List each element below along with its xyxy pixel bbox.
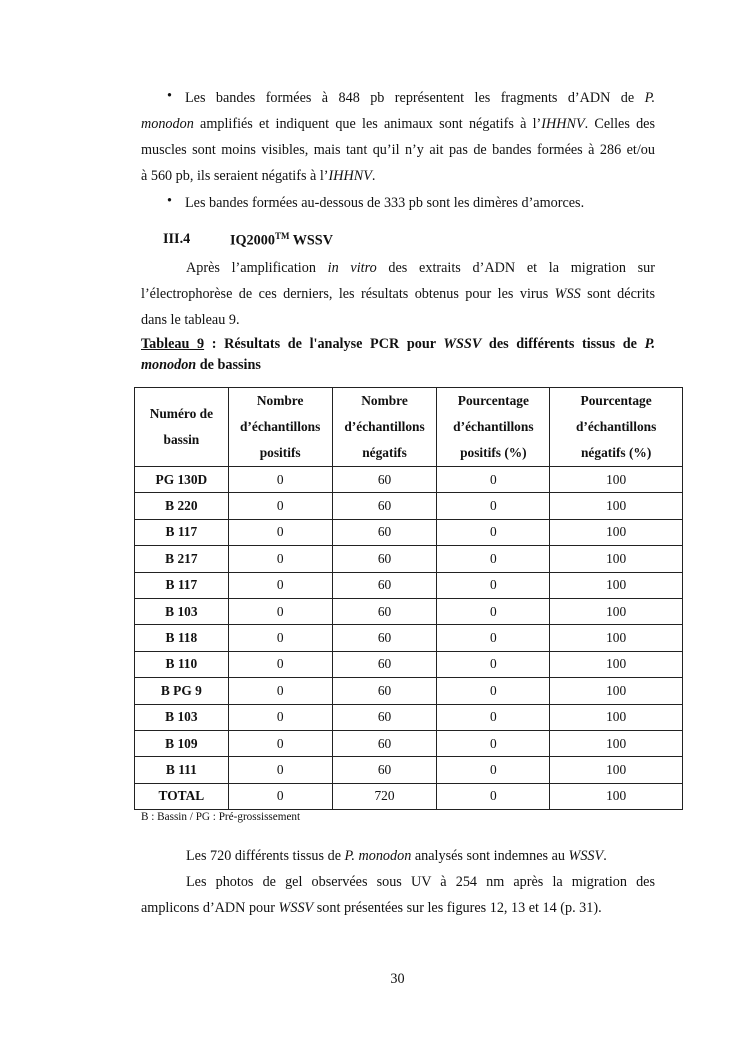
table-row <box>135 625 683 651</box>
section-title: IQ2000™ WSSV <box>230 231 333 249</box>
positive-count-cell: 0 <box>228 598 332 624</box>
negative-percent-cell: 100 <box>550 598 683 624</box>
table-header-row <box>135 388 683 467</box>
positive-count-cell: 0 <box>228 519 332 545</box>
negative-count-cell: 60 <box>332 757 437 783</box>
bullet-1-line-1: Les bandes formées à 848 pb représentent les fragments d’ADN de P. <box>185 90 655 106</box>
negative-percent-cell: 100 <box>550 519 683 545</box>
basin-cell: B 111 <box>135 757 229 783</box>
table-footnote: B : Bassin / PG : Pré-grossissement <box>141 811 301 823</box>
positive-count-cell: 0 <box>228 704 332 730</box>
positive-count-cell: 0 <box>228 546 332 572</box>
table-row <box>135 651 683 677</box>
section-number: III.4 <box>163 231 191 247</box>
header-negative-count: Nombre d’échantillons négatifs <box>332 388 437 467</box>
positive-count-cell: 0 <box>228 783 332 809</box>
negative-count-cell: 60 <box>332 546 437 572</box>
negative-count-cell: 60 <box>332 730 437 756</box>
table-row <box>135 572 683 598</box>
positive-percent-cell: 0 <box>437 783 550 809</box>
basin-cell: B 220 <box>135 493 229 519</box>
bullet-1-line-3: muscles sont moins visibles, mais tant qu’il n’y ait pas de bandes formées à 286 et/ou <box>141 142 655 158</box>
table-row <box>135 546 683 572</box>
negative-percent-cell: 100 <box>550 678 683 704</box>
negative-count-cell: 60 <box>332 678 437 704</box>
intro-line-3: dans le tableau 9. <box>141 312 240 328</box>
positive-percent-cell: 0 <box>437 704 550 730</box>
positive-percent-cell: 0 <box>437 546 550 572</box>
positive-count-cell: 0 <box>228 572 332 598</box>
basin-cell: B 217 <box>135 546 229 572</box>
header-basin: Numéro de bassin <box>135 388 229 467</box>
negative-percent-cell: 100 <box>550 625 683 651</box>
positive-percent-cell: 0 <box>437 625 550 651</box>
negative-count-cell: 60 <box>332 519 437 545</box>
header-positive-percent: Pourcentage d’échantillons positifs (%) <box>437 388 550 467</box>
bullet-1-line-4: à 560 pb, ils seraient négatifs à l’IHHNV. <box>141 168 376 184</box>
positive-count-cell: 0 <box>228 757 332 783</box>
table-row <box>135 493 683 519</box>
positive-count-cell: 0 <box>228 467 332 493</box>
negative-percent-cell: 100 <box>550 467 683 493</box>
positive-percent-cell: 0 <box>437 519 550 545</box>
negative-percent-cell: 100 <box>550 783 683 809</box>
positive-percent-cell: 0 <box>437 678 550 704</box>
bullet-2-text: Les bandes formées au-dessous de 333 pb sont les dimères d’amorces. <box>185 195 585 211</box>
basin-cell: B 103 <box>135 598 229 624</box>
positive-count-cell: 0 <box>228 730 332 756</box>
results-table <box>134 387 683 810</box>
negative-percent-cell: 100 <box>550 546 683 572</box>
positive-percent-cell: 0 <box>437 757 550 783</box>
table-row <box>135 519 683 545</box>
bullet-marker: • <box>167 88 172 104</box>
table-row <box>135 704 683 730</box>
negative-percent-cell: 100 <box>550 730 683 756</box>
negative-count-cell: 60 <box>332 467 437 493</box>
basin-cell: B 117 <box>135 519 229 545</box>
table-caption-line-2: monodon de bassins <box>141 357 261 373</box>
positive-percent-cell: 0 <box>437 598 550 624</box>
positive-count-cell: 0 <box>228 678 332 704</box>
page-number: 30 <box>390 971 405 987</box>
negative-percent-cell: 100 <box>550 572 683 598</box>
table-row <box>135 598 683 624</box>
table-total-row <box>135 783 683 809</box>
basin-cell: B 117 <box>135 572 229 598</box>
after-paragraph-2-line-2: amplicons d’ADN pour WSSV sont présentées sur les figures 12, 13 et 14 (p. 31). <box>141 900 602 916</box>
intro-line-2: l’électrophorèse de ces derniers, les résultats obtenus pour les virus WSS sont décrits <box>141 286 655 302</box>
intro-line-1: Après l’amplification in vitro des extraits d’ADN et la migration sur <box>186 260 655 276</box>
negative-percent-cell: 100 <box>550 493 683 519</box>
header-negative-percent: Pourcentage d’échantillons négatifs (%) <box>550 388 683 467</box>
positive-percent-cell: 0 <box>437 493 550 519</box>
table-row <box>135 730 683 756</box>
negative-percent-cell: 100 <box>550 704 683 730</box>
basin-cell: TOTAL <box>135 783 229 809</box>
positive-count-cell: 0 <box>228 493 332 519</box>
negative-percent-cell: 100 <box>550 651 683 677</box>
negative-count-cell: 60 <box>332 625 437 651</box>
table-caption-line-1: Tableau 9 : Résultats de l'analyse PCR pour WSSV des différents tissus de P. <box>141 336 655 352</box>
basin-cell: B PG 9 <box>135 678 229 704</box>
negative-count-cell: 60 <box>332 598 437 624</box>
basin-cell: B 118 <box>135 625 229 651</box>
bullet-marker: • <box>167 193 172 209</box>
header-positive-count: Nombre d’échantillons positifs <box>228 388 332 467</box>
after-paragraph-2-line-1: Les photos de gel observées sous UV à 254 nm après la migration des <box>186 874 655 890</box>
negative-count-cell: 60 <box>332 651 437 677</box>
positive-percent-cell: 0 <box>437 572 550 598</box>
bullet-1-line-2: monodon amplifiés et indiquent que les animaux sont négatifs à l’IHHNV. Celles des <box>141 116 656 132</box>
table-row <box>135 757 683 783</box>
after-paragraph-1: Les 720 différents tissus de P. monodon analysés sont indemnes au WSSV. <box>186 848 607 864</box>
table-row <box>135 678 683 704</box>
negative-count-cell: 60 <box>332 704 437 730</box>
basin-cell: B 109 <box>135 730 229 756</box>
negative-count-cell: 60 <box>332 572 437 598</box>
positive-percent-cell: 0 <box>437 651 550 677</box>
table-row <box>135 467 683 493</box>
negative-percent-cell: 100 <box>550 757 683 783</box>
basin-cell: B 103 <box>135 704 229 730</box>
positive-percent-cell: 0 <box>437 730 550 756</box>
positive-count-cell: 0 <box>228 651 332 677</box>
basin-cell: PG 130D <box>135 467 229 493</box>
negative-count-cell: 720 <box>332 783 437 809</box>
basin-cell: B 110 <box>135 651 229 677</box>
positive-percent-cell: 0 <box>437 467 550 493</box>
negative-count-cell: 60 <box>332 493 437 519</box>
positive-count-cell: 0 <box>228 625 332 651</box>
